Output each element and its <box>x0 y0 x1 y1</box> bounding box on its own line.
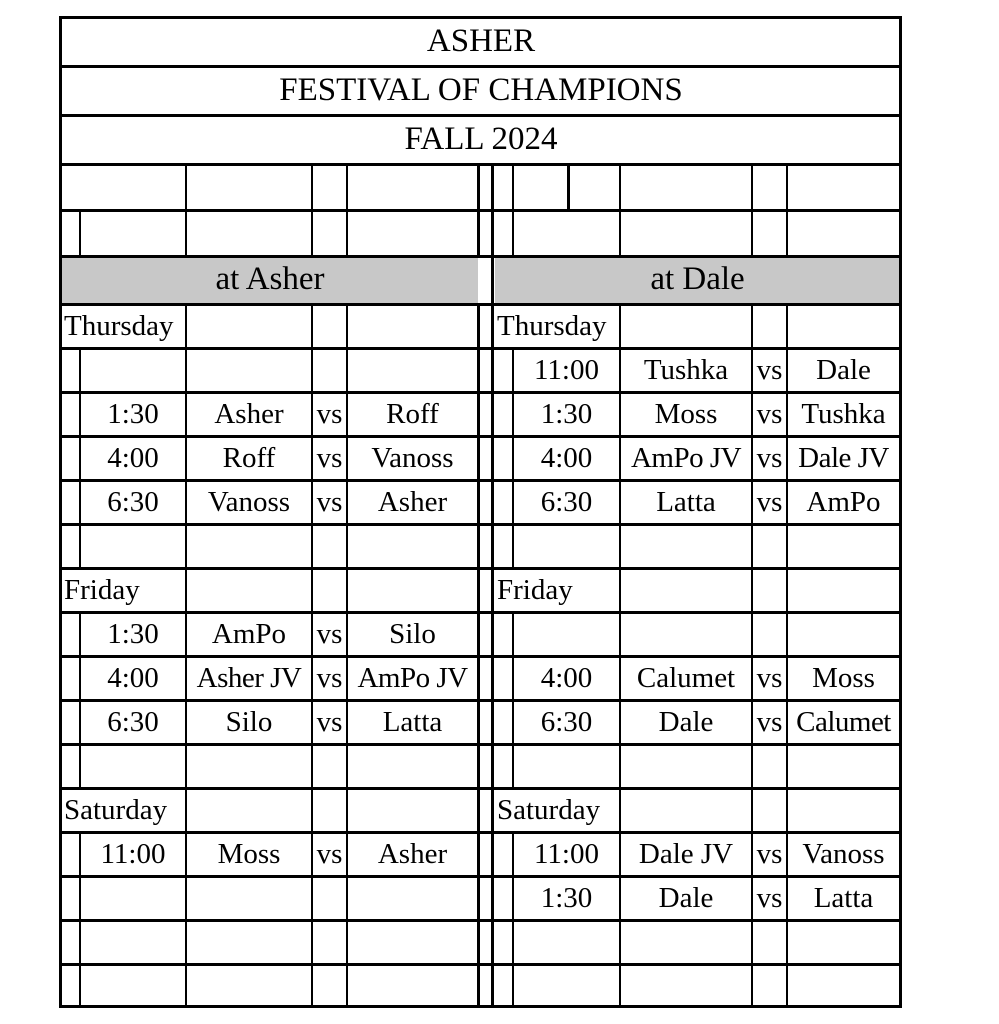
team-home: AmPo <box>211 618 287 650</box>
team-home: Dale JV <box>638 838 734 870</box>
team-home: AmPo JV <box>630 442 742 474</box>
team-home: Tushka <box>643 354 729 386</box>
day-label-saturday: Saturday <box>64 794 168 826</box>
vs-label: vs <box>756 354 783 386</box>
grid-line <box>491 255 494 1007</box>
team-away: Vanoss <box>802 838 885 870</box>
game-time: 6:30 <box>107 706 159 738</box>
team-away: Asher <box>377 486 448 518</box>
vs-label: vs <box>756 882 783 914</box>
day-label-saturday: Saturday <box>497 794 601 826</box>
team-away: Latta <box>382 706 443 738</box>
vs-label: vs <box>316 618 343 650</box>
vs-label: vs <box>316 706 343 738</box>
vs-label: vs <box>756 662 783 694</box>
game-time: 6:30 <box>540 486 593 518</box>
grid-line <box>491 165 494 257</box>
grid-line <box>619 165 621 257</box>
vs-label: vs <box>316 486 343 518</box>
team-home: Roff <box>222 442 276 474</box>
team-home: Dale <box>658 882 714 914</box>
grid-line <box>59 65 902 68</box>
game-time: 1:30 <box>540 882 593 914</box>
grid-line <box>899 16 902 1008</box>
section-header-dale: at Dale <box>495 257 900 303</box>
grid-line <box>512 165 514 257</box>
grid-line <box>79 211 81 257</box>
vs-label: vs <box>756 486 783 518</box>
team-away: Latta <box>813 882 874 914</box>
vs-label: vs <box>756 838 783 870</box>
grid-line <box>59 114 902 117</box>
grid-line <box>477 305 480 1007</box>
team-away: Calumet <box>796 706 891 738</box>
team-away: AmPo <box>806 486 881 518</box>
game-time: 6:30 <box>107 486 159 518</box>
game-time: 4:00 <box>540 442 593 474</box>
grid-line <box>346 165 348 257</box>
grid-line <box>311 165 313 257</box>
grid-line <box>751 165 753 257</box>
day-label-thursday: Thursday <box>64 310 174 342</box>
game-time: 1:30 <box>107 398 159 430</box>
title-event: FESTIVAL OF CHAMPIONS <box>279 72 683 108</box>
team-away: Dale JV <box>798 442 889 474</box>
game-time: 11:00 <box>100 838 166 870</box>
grid-line <box>567 165 570 210</box>
team-home: Latta <box>656 486 716 518</box>
vs-label: vs <box>756 398 783 430</box>
grid-line <box>786 165 788 257</box>
team-away: Tushka <box>801 398 886 430</box>
title-season: FALL 2024 <box>404 121 558 157</box>
grid-line <box>59 16 902 19</box>
vs-label: vs <box>316 662 343 694</box>
day-label-thursday: Thursday <box>497 310 607 342</box>
team-home: Asher <box>214 398 284 430</box>
team-home: Silo <box>225 706 273 738</box>
team-home: Calumet <box>636 662 736 694</box>
team-home: Dale <box>658 706 714 738</box>
team-away: Moss <box>812 662 875 694</box>
game-time: 4:00 <box>107 662 159 694</box>
vs-label: vs <box>316 442 343 474</box>
vs-label: vs <box>316 398 343 430</box>
grid-line <box>477 165 480 257</box>
game-time: 11:00 <box>534 354 599 386</box>
team-home: Asher JV <box>196 662 302 694</box>
game-time: 1:30 <box>107 618 159 650</box>
team-home: Moss <box>654 398 718 430</box>
team-away: Asher <box>377 838 448 870</box>
team-away: Silo <box>389 618 436 650</box>
grid-line <box>185 165 187 257</box>
day-label-friday: Friday <box>497 574 573 606</box>
vs-label: vs <box>756 442 783 474</box>
game-time: 4:00 <box>107 442 159 474</box>
day-label-friday: Friday <box>64 574 140 606</box>
title-school: ASHER <box>426 23 536 59</box>
section-header-asher: at Asher <box>62 257 478 303</box>
team-away: Vanoss <box>371 442 454 474</box>
team-away: Dale <box>816 354 871 386</box>
game-time: 4:00 <box>540 662 593 694</box>
game-time: 6:30 <box>540 706 593 738</box>
team-home: Vanoss <box>207 486 291 518</box>
game-time: 1:30 <box>540 398 593 430</box>
team-home: Moss <box>217 838 281 870</box>
team-away: Roff <box>386 398 439 430</box>
vs-label: vs <box>316 838 343 870</box>
team-away: AmPo JV <box>357 662 468 694</box>
vs-label: vs <box>756 706 783 738</box>
game-time: 11:00 <box>534 838 599 870</box>
grid-line <box>59 16 62 1008</box>
